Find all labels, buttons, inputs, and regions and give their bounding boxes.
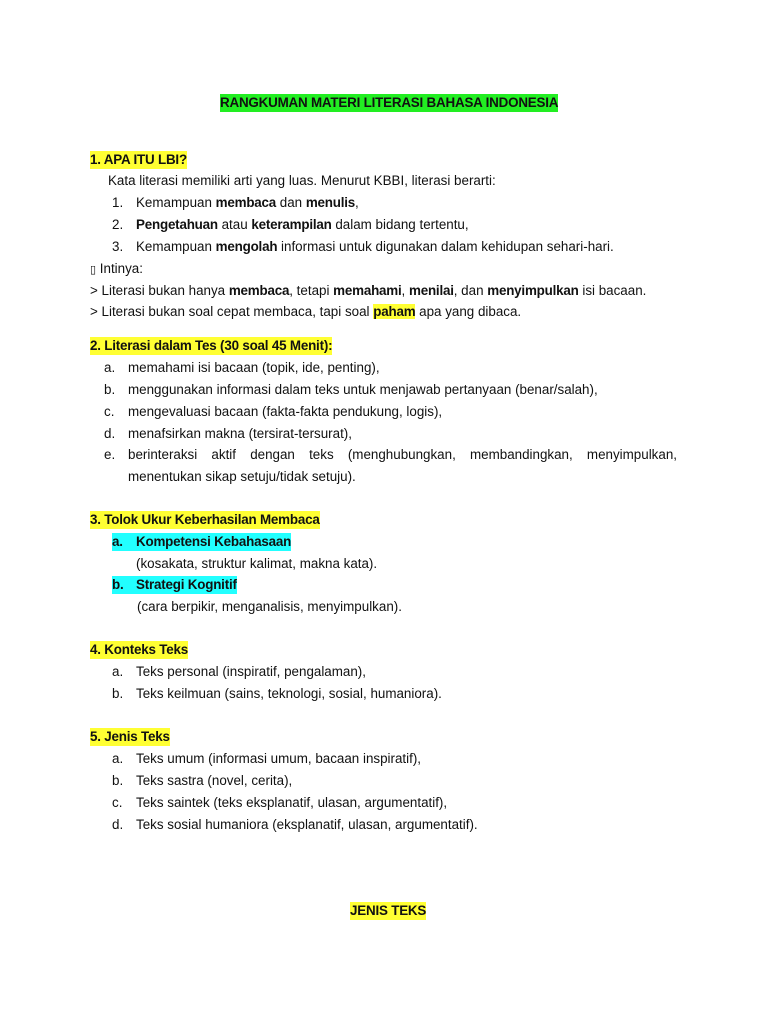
- competence-desc: (kosakata, struktur kalimat, makna kata).: [136, 556, 378, 571]
- section-3-heading: 3. Tolok Ukur Keberhasilan Membaca: [90, 512, 320, 527]
- summary-point: > Literasi bukan soal cepat membaca, tapi soal paham apa yang dibaca.: [90, 304, 522, 319]
- section-1-heading: 1. APA ITU LBI?: [90, 152, 187, 167]
- section-1-intro: Kata literasi memiliki arti yang luas. Menurut KBBI, literasi berarti:: [108, 173, 496, 188]
- strategy-label: b. Strategi Kognitif: [112, 577, 237, 592]
- section-2-heading: 2. Literasi dalam Tes (30 soal 45 Menit):: [90, 338, 333, 353]
- list-item: b. Teks keilmuan (sains, teknologi, sosial, humaniora).: [112, 686, 442, 701]
- list-item: a. memahami isi bacaan (topik, ide, penting),: [104, 360, 380, 375]
- jenis-teks-heading: JENIS TEKS: [350, 903, 427, 918]
- section-5-heading: 5. Jenis Teks: [90, 729, 170, 744]
- list-item: d. menafsirkan makna (tersirat-tersurat),: [104, 426, 352, 441]
- document-title: RANGKUMAN MATERI LITERASI BAHASA INDONESIA: [220, 95, 559, 110]
- list-item: 1. Kemampuan membaca dan menulis,: [112, 195, 359, 210]
- list-item: a. Teks umum (informasi umum, bacaan inspiratif),: [112, 751, 422, 766]
- list-item: 2. Pengetahuan atau keterampilan dalam bidang tertentu,: [112, 217, 469, 232]
- list-item-continuation: menentukan sikap setuju/tidak setuju).: [128, 469, 356, 484]
- summary-point: > Literasi bukan hanya membaca, tetapi memahami, menilai, dan menyimpulkan isi bacaan.: [90, 283, 647, 298]
- list-item: c. mengevaluasi bacaan (fakta-fakta pendukung, logis),: [104, 404, 443, 419]
- strategy-desc: (cara berpikir, menganalisis, menyimpulkan).: [137, 599, 402, 614]
- intinya-line: ▯ Intinya:: [90, 261, 143, 276]
- competence-label: a. Kompetensi Kebahasaan: [112, 534, 292, 549]
- list-item: a. Teks personal (inspiratif, pengalaman),: [112, 664, 366, 679]
- list-item: b. Teks sastra (novel, cerita),: [112, 773, 293, 788]
- missing-glyph-icon: ▯: [90, 263, 97, 276]
- list-item: berinteraksi aktif dengan teks (menghubungkan, membandingkan, menyimpulkan,: [128, 447, 677, 462]
- list-item-num: e.: [104, 447, 116, 462]
- section-4-heading: 4. Konteks Teks: [90, 642, 188, 657]
- list-item: d. Teks sosial humaniora (eksplanatif, ulasan, argumentatif).: [112, 817, 478, 832]
- list-item: 3. Kemampuan mengolah informasi untuk digunakan dalam kehidupan sehari-hari.: [112, 239, 614, 254]
- list-item: c. Teks saintek (teks eksplanatif, ulasan, argumentatif),: [112, 795, 448, 810]
- list-item: b. menggunakan informasi dalam teks untuk menjawab pertanyaan (benar/salah),: [104, 382, 598, 397]
